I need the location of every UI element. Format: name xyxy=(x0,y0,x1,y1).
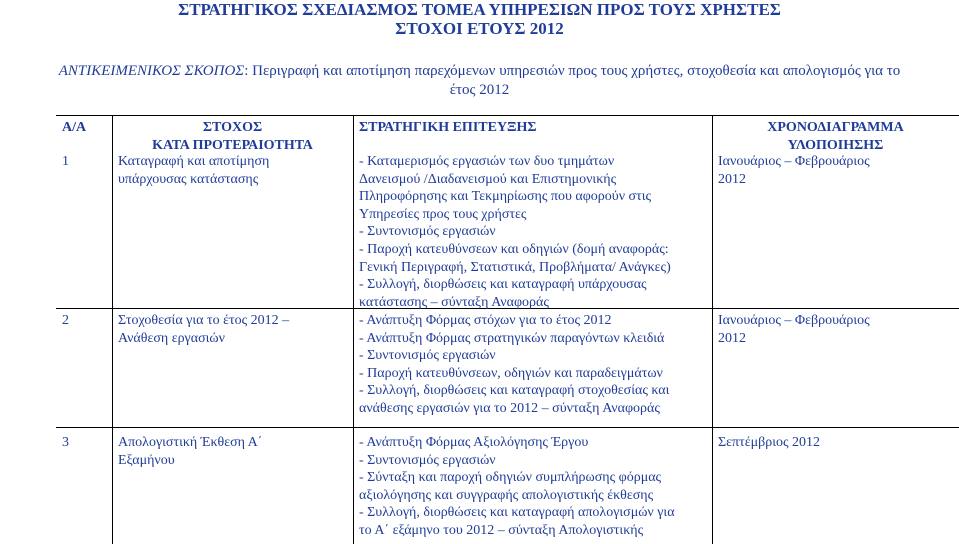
table-top-border xyxy=(56,115,959,116)
row-2-goal: Στοχοθεσία για το έτος 2012 – Ανάθεση εργασιών xyxy=(118,313,290,346)
header-aa: Α/Α xyxy=(62,120,87,135)
header-strategy: ΣΤΡΑΤΗΓΙΚΗ ΕΠΙΤΕΥΞΗΣ xyxy=(359,120,537,135)
row-3-number: 3 xyxy=(62,435,69,450)
objective-line-2: έτος 2012 xyxy=(449,82,510,98)
column-divider-1 xyxy=(112,115,113,544)
objective-statement xyxy=(0,62,959,100)
document-subtitle: ΣΤΟΧΟΙ ΕΤΟΥΣ 2012 xyxy=(395,19,564,38)
row-2-schedule: Ιανουάριος – Φεβρουάριος 2012 xyxy=(718,313,870,346)
row-3-strategy: - Ανάπτυξη Φόρμας Αξιολόγησης Έργου - Συντονισμός εργασιών - Σύνταξη και παροχή οδηγιών συμπλήρωσης φόρμας αξιολόγησης και συγγραφής απολογιστικής έκθεσης - Συλλογή, διορθώσεις και καταγραφή απολογισμών για το Α΄ εξάμηνο του 2012 – σύνταξη Απολογιστικής xyxy=(359,435,675,538)
objective-text: : Περιγραφή και αποτίμηση παρεχόμενων υπηρεσιών προς τους χρήστες, στοχοθεσία και απολογισμός για το xyxy=(244,63,901,79)
row-1-schedule: Ιανουάριος – Φεβρουάριος 2012 xyxy=(718,154,870,187)
header-goal xyxy=(112,119,353,154)
header-goal-line-1: ΣΤΟΧΟΣ xyxy=(202,120,263,135)
row-2-number: 2 xyxy=(62,313,69,328)
row-divider-2 xyxy=(56,427,959,428)
column-divider-3 xyxy=(712,115,713,544)
header-schedule xyxy=(712,119,959,154)
row-1-number: 1 xyxy=(62,154,69,169)
document-title: ΣΤΡΑΤΗΓΙΚΟΣ ΣΧΕΔΙΑΣΜΟΣ ΤΟΜΕΑ ΥΠΗΡΕΣΙΩΝ ΠΡΟΣ ΤΟΥΣ ΧΡΗΣΤΕΣ xyxy=(178,0,781,19)
row-3-schedule: Σεπτέμβριος 2012 xyxy=(718,435,821,450)
column-divider-2 xyxy=(353,115,354,544)
objective-line-1 xyxy=(0,62,959,81)
row-1-goal: Καταγραφή και αποτίμηση υπάρχουσας κατάστασης xyxy=(118,154,270,187)
row-3-goal: Απολογιστική Έκθεση Α΄ Εξαμήνου xyxy=(118,435,263,468)
header-schedule-line-1: ΧΡΟΝΟΔΙΑΓΡΑΜΜΑ xyxy=(767,120,904,135)
header-schedule-line-2: ΥΛΟΠΟΙΗΣΗΣ xyxy=(787,137,884,153)
header-goal-line-2: ΚΑΤΑ ΠΡΟΤΕΡΑΙΟΤΗΤΑ xyxy=(152,137,313,153)
row-2-strategy: - Ανάπτυξη Φόρμας στόχων για το έτος 2012 - Ανάπτυξη Φόρμας στρατηγικών παραγόντων κλειδιά - Συντονισμός εργασιών - Παροχή κατευθύνσεων, οδηγιών και παραδειγμάτων - Συλλογή, διορθώσεις και καταγραφή στοχοθεσίας και ανάθεσης εργασιών για το 2012 – σύνταξη Αναφοράς xyxy=(359,313,670,416)
row-1-strategy: - Καταμερισμός εργασιών των δυο τμημάτων Δανεισμού /Διαδανεισμού και Επιστημονικής Πληροφόρησης και Τεκμηρίωσης που αφορούν στις Υπηρεσίες προς τους χρήστες - Συντονισμός εργασιών - Παροχή κατευθύνσεων και οδηγιών (δομή αναφοράς: Γενική Περιγραφή, Στατιστικά, Προβλήματα/ Ανάγκες) - Συλλογή, διορθώσεις και καταγραφή υπάρχουσας κατάστασης – σύνταξη Αναφοράς xyxy=(359,154,671,310)
objective-label: ΑΝΤΙΚΕΙΜΕΝΙΚΟΣ ΣΚΟΠΟΣ xyxy=(58,63,245,79)
